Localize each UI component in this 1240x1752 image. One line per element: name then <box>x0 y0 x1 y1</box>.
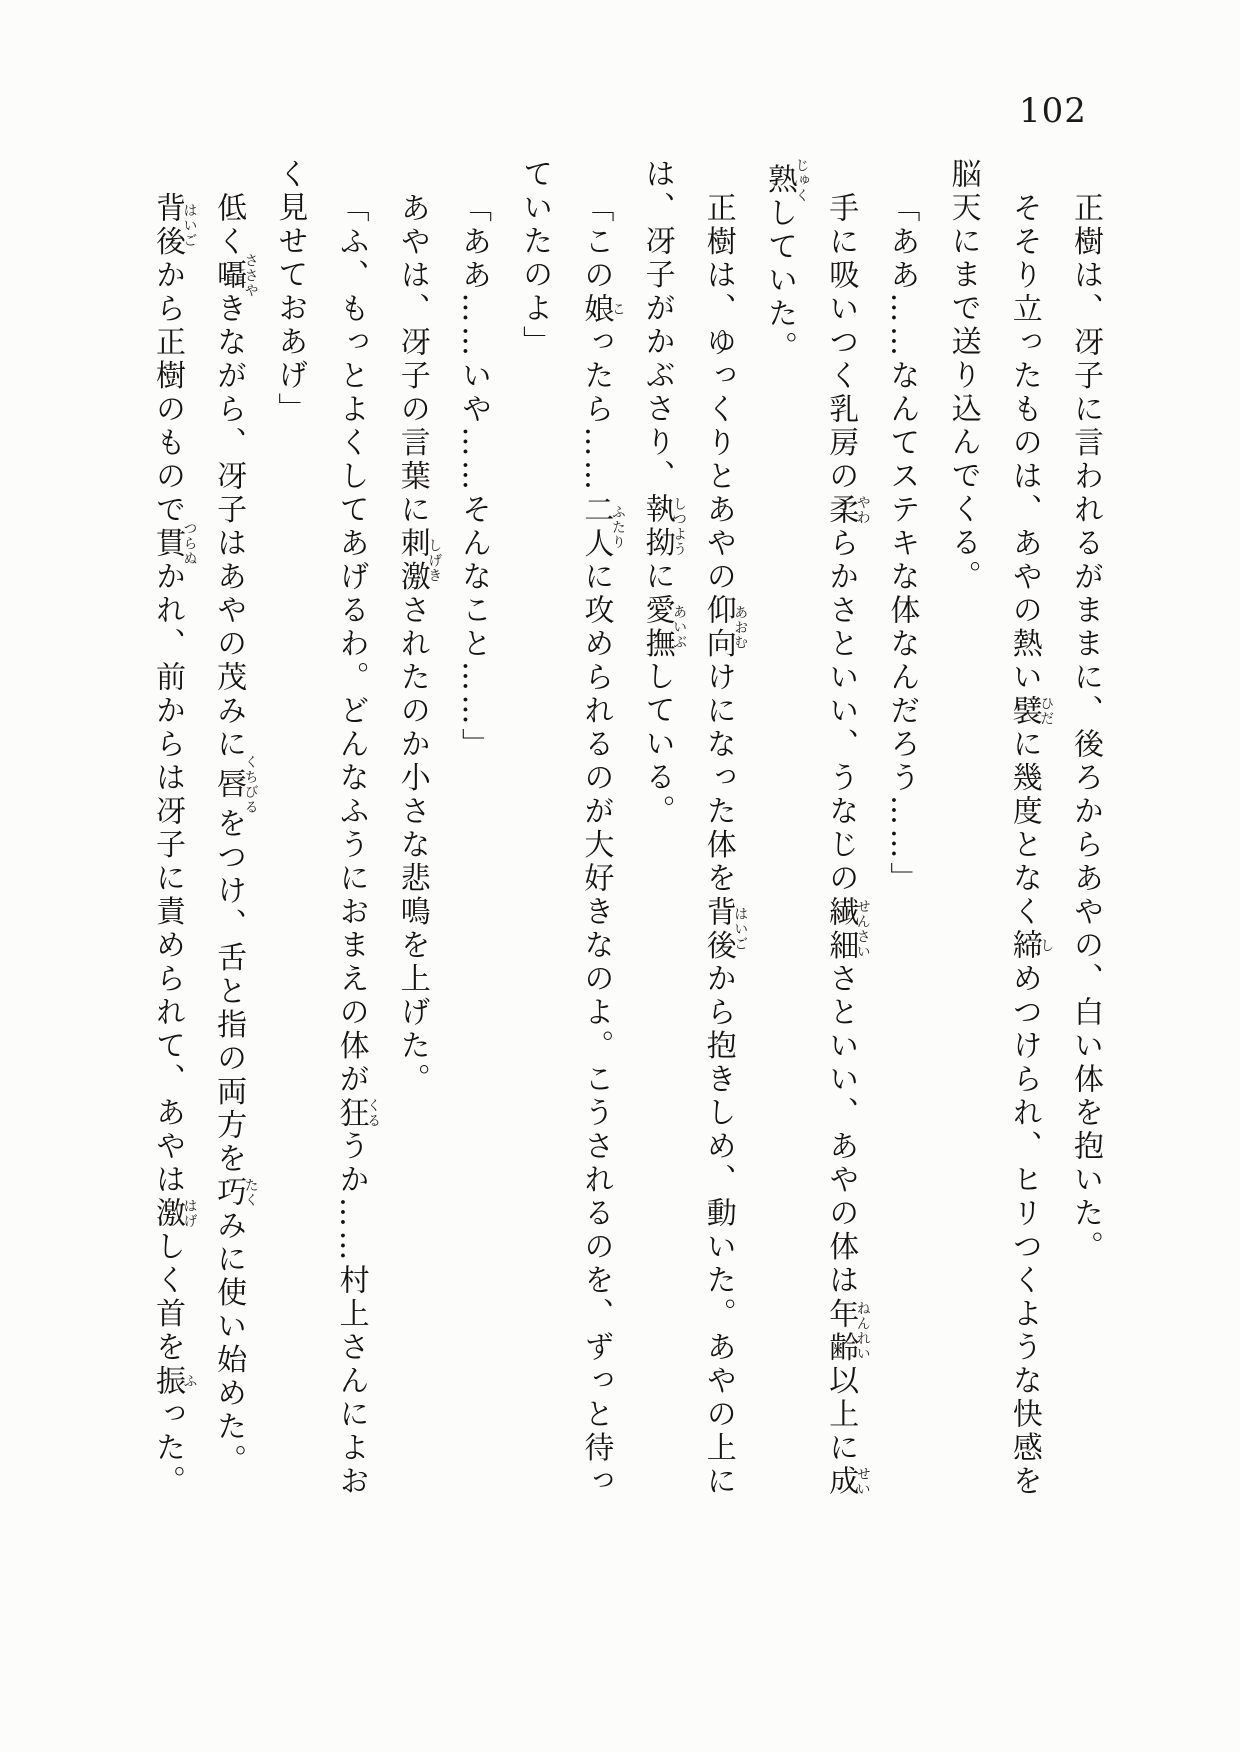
furigana: しげき <box>426 527 443 594</box>
ruby-term: 柔やわ <box>823 493 871 527</box>
ruby-term: 唇くちびる <box>211 754 259 815</box>
page-number: 102 <box>1019 91 1087 131</box>
text-run: 「ふ、もっとよくしてあげるわ。どんなふうにおまえの体が <box>333 192 369 1097</box>
text-run: 低く <box>211 192 247 259</box>
ruby-term: 背後はいご <box>700 895 749 963</box>
text-run: く見せておあげ」 <box>272 158 308 426</box>
text-run: った。 <box>149 1398 185 1499</box>
furigana: せい <box>854 1465 871 1499</box>
text-line-8 <box>626 158 687 1543</box>
ruby-term: 背後はいご <box>149 192 198 259</box>
ruby-term: 二人ふたり <box>578 493 626 561</box>
text-line-11 <box>443 158 504 1543</box>
furigana: じゅく <box>793 158 810 203</box>
text-line-10 <box>504 158 565 1543</box>
furigana: はいご <box>181 192 198 259</box>
text-run: に攻められるのが大好きなのよ。こうされるのを、ずっと待っ <box>578 560 614 1499</box>
ruby-term: 刺激しげき <box>394 527 443 594</box>
text-run: うか……村上さんによお <box>333 1130 369 1499</box>
text-run: 脳天にまで送り込んでくる。 <box>945 158 981 594</box>
text-line-15 <box>198 158 259 1543</box>
text-run: かれ、前からは冴子に責められて、あやは <box>149 560 185 1197</box>
text-line-14 <box>259 158 320 1543</box>
text-run: していた。 <box>761 197 797 365</box>
ruby-term: 成せい <box>823 1465 871 1499</box>
text-run: から抱きしめ、動いた。あやの上に <box>700 962 736 1499</box>
ruby-term: 繊細せんさい <box>823 895 871 963</box>
text-run: 「この <box>578 192 614 293</box>
text-run: 「ああ……なんてステキな体なんだろう……」 <box>884 192 920 896</box>
furigana: ふたり <box>609 493 626 561</box>
text-run: に <box>639 560 675 594</box>
ruby-term: 狂くる <box>333 1096 382 1130</box>
text-run: めつけられ、ヒリつくような快感を <box>1006 962 1042 1499</box>
text-run: けになった体を <box>700 661 736 896</box>
text-line-3 <box>932 158 993 1543</box>
furigana: ささや <box>242 253 259 299</box>
ruby-term: 襞ひだ <box>1006 694 1055 728</box>
text-run: そそり立ったものは、あやの熱い <box>1006 192 1042 695</box>
ruby-term: 貫つらぬ <box>149 521 198 567</box>
furigana: せんさい <box>854 895 871 963</box>
ruby-term: 仰向あおむ <box>700 594 749 661</box>
furigana: やわ <box>854 493 871 527</box>
text-run: 以上に <box>823 1364 859 1465</box>
furigana: し <box>1038 929 1055 963</box>
text-run: さといい、あやの体は <box>823 962 859 1298</box>
text-run: 正樹は、ゆっくりとあやの <box>700 192 736 594</box>
text-run: みに使い始めた。 <box>211 1209 247 1478</box>
text-line-12 <box>382 158 443 1543</box>
text-run: 正樹は、冴子に言われるがままに、後ろからあやの、白い体を抱いた。 <box>1068 192 1103 1264</box>
text-line-7 <box>688 158 749 1543</box>
text-run: に幾度となく <box>1006 728 1042 929</box>
vertical-text-block <box>137 158 1116 1543</box>
text-run: らかさといい、うなじの <box>823 527 859 896</box>
ruby-term: 娘こ <box>578 292 626 326</box>
ruby-term: 激はげ <box>149 1197 198 1231</box>
text-run: 「ああ……いや……そんなこと……」 <box>455 192 491 762</box>
text-line-5 <box>810 158 871 1543</box>
furigana: しつよう <box>671 493 688 560</box>
text-line-13 <box>320 158 381 1543</box>
text-line-4 <box>871 158 932 1543</box>
furigana: あおむ <box>732 594 749 661</box>
furigana: くちびる <box>242 754 259 815</box>
furigana: はげ <box>181 1197 198 1231</box>
text-run: あやは、冴子の言葉に <box>394 192 430 527</box>
ruby-term: 愛撫あいぶ <box>639 593 688 661</box>
text-run: しく首を <box>149 1230 185 1365</box>
ruby-term: 囁ささや <box>211 253 259 299</box>
ruby-term: 振ふ <box>149 1364 198 1398</box>
text-line-2 <box>994 158 1055 1543</box>
furigana: つらぬ <box>181 521 198 567</box>
furigana: ひだ <box>1038 694 1055 728</box>
furigana: こ <box>609 292 626 326</box>
ruby-term: 巧たく <box>211 1176 259 1210</box>
text-line-9 <box>565 158 626 1543</box>
furigana: くる <box>365 1096 382 1130</box>
furigana: たく <box>242 1176 259 1210</box>
text-run: ていたのよ」 <box>517 158 553 359</box>
text-line-1 <box>1055 158 1116 1543</box>
text-run: きながら、冴子はあやの茂みに <box>211 292 247 762</box>
text-line-16 <box>137 158 198 1543</box>
ruby-term: 熟じゅく <box>761 158 810 203</box>
text-run: をつけ、舌と指の両方を <box>211 807 247 1176</box>
text-run: 手に吸いつく乳房の <box>823 192 859 494</box>
furigana: あいぶ <box>671 593 688 661</box>
furigana: ふ <box>181 1364 198 1398</box>
text-line-6 <box>749 158 810 1543</box>
text-run: している。 <box>639 660 675 828</box>
ruby-term: 年齢ねんれい <box>823 1297 871 1365</box>
text-run: ったら…… <box>578 326 614 494</box>
text-run: されたのか小さな悲鳴を上げた。 <box>394 594 430 1097</box>
furigana: はいご <box>732 895 749 963</box>
furigana: ねんれい <box>854 1297 871 1365</box>
text-run: から正樹のもので <box>149 259 185 527</box>
ruby-term: 執拗しつよう <box>639 493 688 560</box>
text-run: は、冴子がかぶさり、 <box>639 158 675 493</box>
ruby-term: 締し <box>1006 929 1055 963</box>
